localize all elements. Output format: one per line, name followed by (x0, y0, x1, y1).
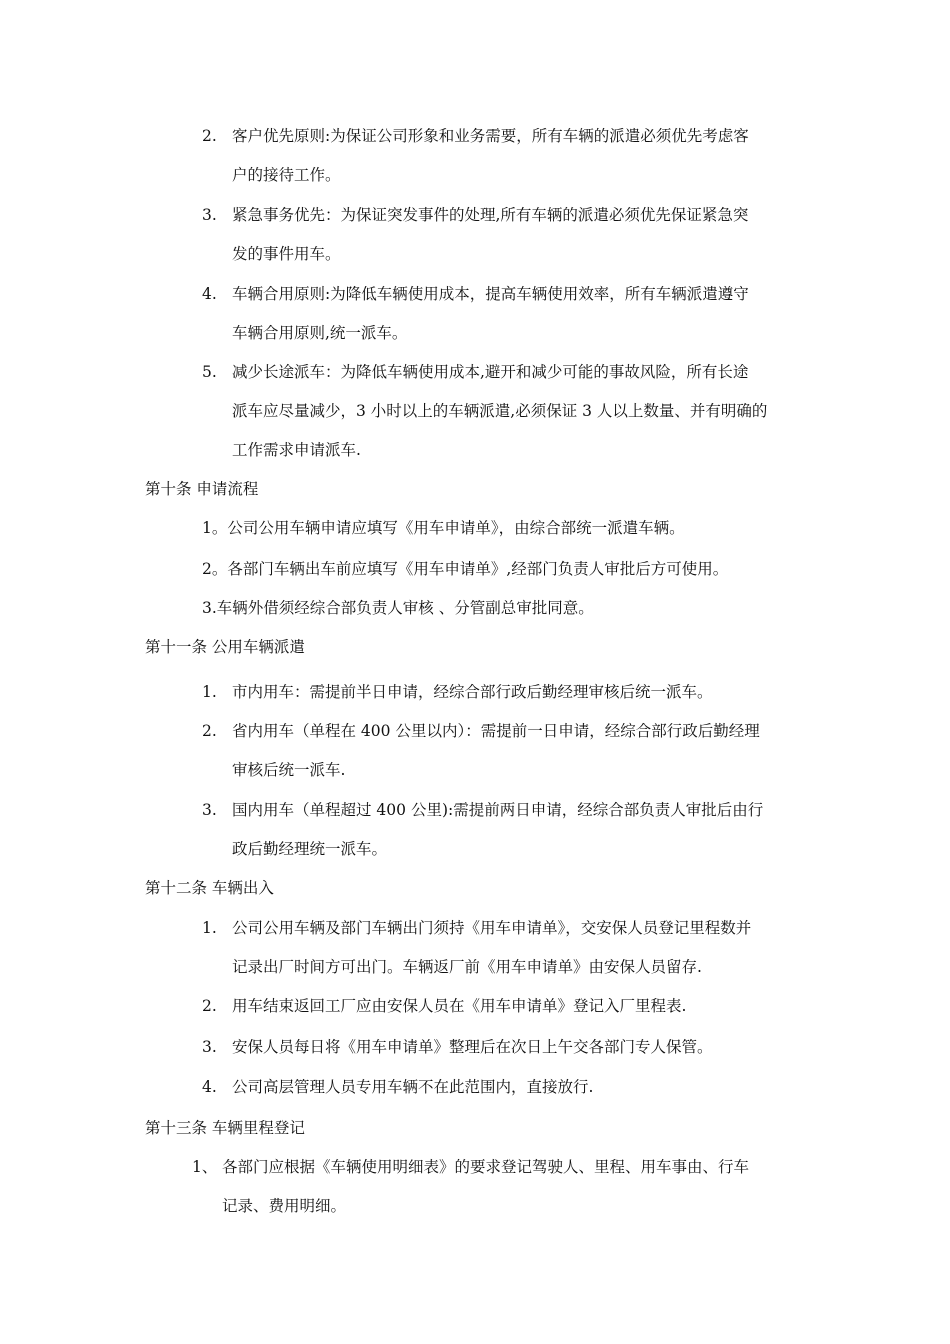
list-item-text: 派车应尽量减少，3 小时以上的车辆派遣,必须保证 3 人以上数量、并有明确的 (232, 402, 768, 420)
list-number: 2. (202, 997, 217, 1015)
list-item-text: 省内用车（单程在 400 公里以内）：需提前一日申请，经综合部行政后勤经理 (232, 722, 760, 740)
list-item-text: 减少长途派车：为降低车辆使用成本,避开和减少可能的事故风险，所有长途 (232, 363, 749, 381)
article-heading: 第十二条 车辆出入 (145, 879, 274, 897)
list-item-text: 车辆合用原则:为降低车辆使用成本，提高车辆使用效率，所有车辆派遣遵守 (232, 285, 749, 303)
list-item-text: 3.车辆外借须经综合部负责人审核 、分管副总审批同意。 (202, 599, 594, 617)
list-item-text: 记录出厂时间方可出门。车辆返厂前《用车申请单》由安保人员留存. (232, 958, 702, 976)
list-item-text: 车辆合用原则,统一派车。 (232, 324, 408, 342)
list-item-text: 公司高层管理人员专用车辆不在此范围内，直接放行. (232, 1078, 594, 1096)
list-item-text: 安保人员每日将《用车申请单》整理后在次日上午交各部门专人保管。 (232, 1038, 713, 1056)
list-item-text: 审核后统一派车. (232, 761, 346, 779)
list-number: 3. (202, 801, 217, 819)
list-item-text: 用车结束返回工厂应由安保人员在《用车申请单》登记入厂里程表. (232, 997, 687, 1015)
list-item-text: 市内用车：需提前半日申请，经综合部行政后勤经理审核后统一派车。 (232, 683, 713, 701)
list-number: 1. (202, 683, 217, 701)
list-item-text: 国内用车（单程超过 400 公里):需提前两日申请，经综合部负责人审批后由行 (232, 801, 764, 819)
list-item-text: 发的事件用车。 (232, 245, 341, 263)
list-number: 3. (202, 206, 217, 224)
list-item-text: 紧急事务优先：为保证突发事件的处理,所有车辆的派遣必须优先保证紧急突 (232, 206, 749, 224)
list-item-text: 政后勤经理统一派车。 (232, 840, 388, 858)
list-number: 1、 (192, 1158, 218, 1176)
list-item-text: 工作需求申请派车. (232, 441, 361, 459)
article-heading: 第十条 申请流程 (145, 480, 259, 498)
list-number: 1. (202, 919, 217, 937)
list-number: 4. (202, 1078, 217, 1096)
list-number: 5. (202, 363, 217, 381)
list-number: 3. (202, 1038, 217, 1056)
list-item-text: 记录、费用明细。 (222, 1197, 347, 1215)
list-item-text: 各部门应根据《车辆使用明细表》的要求登记驾驶人、里程、用车事由、行车 (222, 1158, 750, 1176)
list-number: 2. (202, 127, 217, 145)
list-number: 4. (202, 285, 217, 303)
list-item-text: 1。公司公用车辆申请应填写《用车申请单》，由综合部统一派遣车辆。 (202, 519, 685, 537)
list-item-text: 公司公用车辆及部门车辆出门须持《用车申请单》，交安保人员登记里程数并 (232, 919, 752, 937)
list-item-text: 2。各部门车辆出车前应填写《用车申请单》,经部门负责人审批后方可使用。 (202, 560, 729, 578)
article-heading: 第十三条 车辆里程登记 (145, 1119, 305, 1137)
article-heading: 第十一条 公用车辆派遣 (145, 638, 305, 656)
list-item-text: 户的接待工作。 (232, 166, 341, 184)
list-item-text: 客户优先原则:为保证公司形象和业务需要，所有车辆的派遣必须优先考虑客 (232, 127, 749, 145)
list-number: 2. (202, 722, 217, 740)
